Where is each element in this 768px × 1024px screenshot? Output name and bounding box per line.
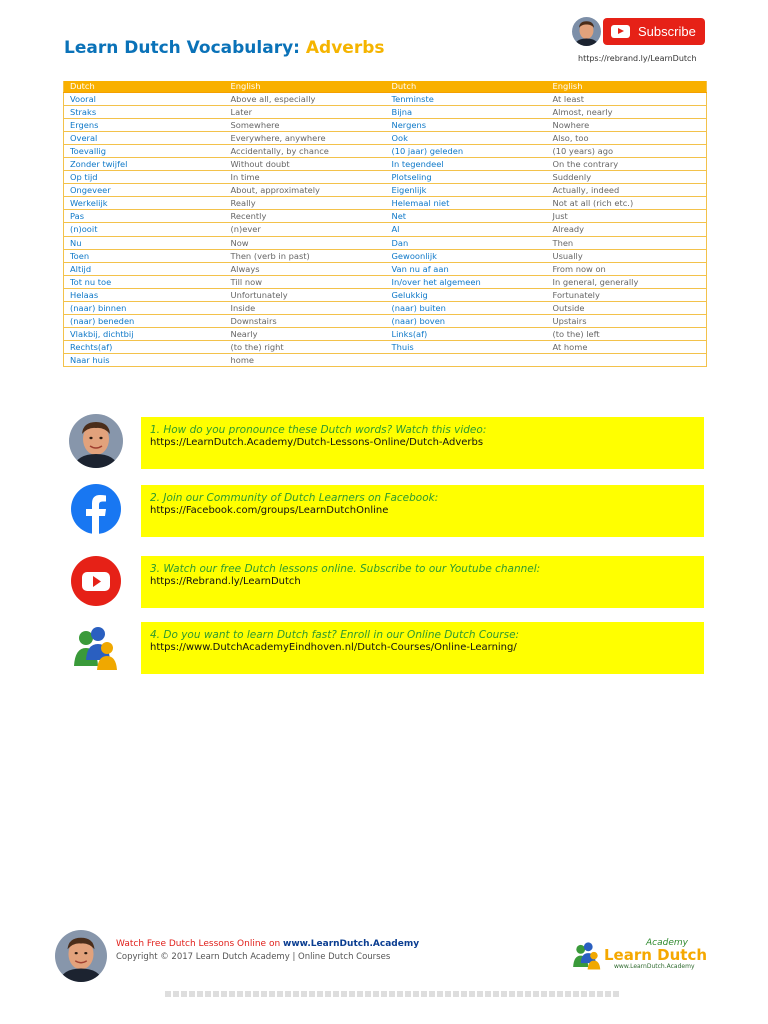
english-translation-cell: Almost, nearly bbox=[547, 105, 707, 118]
footer-copyright: Copyright © 2017 Learn Dutch Academy | Online Dutch Courses bbox=[116, 952, 391, 962]
english-translation-cell: About, approximately bbox=[225, 184, 386, 197]
page-title-main: Learn Dutch Vocabulary: bbox=[64, 38, 306, 58]
table-row bbox=[64, 262, 707, 275]
footer-site-link[interactable]: www.LearnDutch.Academy bbox=[283, 939, 420, 949]
dutch-word-cell: (10 jaar) geleden bbox=[386, 144, 547, 157]
english-translation-cell: Also, too bbox=[547, 131, 707, 144]
dutch-word-cell: Links(af) bbox=[386, 328, 547, 341]
dutch-word-cell: Werkelijk bbox=[64, 197, 225, 210]
english-translation-cell: Outside bbox=[547, 302, 707, 315]
table-row bbox=[64, 236, 707, 249]
dutch-word-cell: Tenminste bbox=[386, 92, 547, 105]
dutch-word-cell: Nergens bbox=[386, 118, 547, 131]
dutch-word-cell: Straks bbox=[64, 105, 225, 118]
promo-question: 4. Do you want to learn Dutch fast? Enroll in our Online Dutch Course: bbox=[150, 629, 520, 641]
dutch-word-cell: (naar) beneden bbox=[64, 315, 225, 328]
english-translation-cell: Accidentally, by chance bbox=[225, 144, 386, 157]
dutch-word-cell: Net bbox=[386, 210, 547, 223]
page-title bbox=[64, 38, 385, 58]
english-translation-cell: (to the) left bbox=[547, 328, 707, 341]
promo-link[interactable]: https://www.DutchAcademyEindhoven.nl/Dutch-Courses/Online-Learning/ bbox=[150, 642, 517, 653]
facebook-icon[interactable] bbox=[69, 482, 123, 536]
logo-people-icon bbox=[570, 938, 604, 972]
english-translation-cell: (n)ever bbox=[225, 223, 386, 236]
dutch-word-cell: Zonder twijfel bbox=[64, 157, 225, 170]
dutch-word-cell: Gelukkig bbox=[386, 288, 547, 301]
table-row bbox=[64, 249, 707, 262]
logo-name: Learn Dutch bbox=[604, 946, 708, 964]
dutch-word-cell: Helaas bbox=[64, 288, 225, 301]
english-translation-cell: Then bbox=[547, 236, 707, 249]
english-translation-cell: home bbox=[225, 354, 386, 367]
table-row bbox=[64, 223, 707, 236]
english-translation-cell: Usually bbox=[547, 249, 707, 262]
promo-link[interactable]: https://Rebrand.ly/LearnDutch bbox=[150, 576, 301, 587]
dutch-word-cell: Overal bbox=[64, 131, 225, 144]
english-translation-cell: Suddenly bbox=[547, 171, 707, 184]
english-translation-cell: Not at all (rich etc.) bbox=[547, 197, 707, 210]
dutch-word-cell: Van nu af aan bbox=[386, 262, 547, 275]
table-row bbox=[64, 131, 707, 144]
english-translation-cell: Upstairs bbox=[547, 315, 707, 328]
subscribe-url[interactable]: https://rebrand.ly/LearnDutch bbox=[578, 54, 697, 63]
english-translation-cell: Actually, indeed bbox=[547, 184, 707, 197]
dutch-word-cell: Toevallig bbox=[64, 144, 225, 157]
promo-box-course bbox=[141, 622, 704, 674]
table-header-cell: English bbox=[547, 81, 707, 92]
english-translation-cell: Everywhere, anywhere bbox=[225, 131, 386, 144]
table-row bbox=[64, 184, 707, 197]
english-translation-cell: Just bbox=[547, 210, 707, 223]
dutch-word-cell: Ongeveer bbox=[64, 184, 225, 197]
avatar-icon bbox=[69, 414, 123, 468]
dutch-word-cell: Ergens bbox=[64, 118, 225, 131]
logo-academy: Academy bbox=[646, 938, 688, 948]
english-translation-cell: Then (verb in past) bbox=[225, 249, 386, 262]
english-translation-cell: From now on bbox=[547, 262, 707, 275]
english-translation-cell: On the contrary bbox=[547, 157, 707, 170]
avatar-icon bbox=[572, 17, 601, 46]
english-translation-cell: Nearly bbox=[225, 328, 386, 341]
dutch-word-cell: Pas bbox=[64, 210, 225, 223]
english-translation-cell: (10 years) ago bbox=[547, 144, 707, 157]
table-header-cell: English bbox=[225, 81, 386, 92]
dutch-word-cell: Helemaal niet bbox=[386, 197, 547, 210]
english-translation-cell: Till now bbox=[225, 275, 386, 288]
dutch-word-cell: Plotseling bbox=[386, 171, 547, 184]
english-translation-cell: Always bbox=[225, 262, 386, 275]
table-row bbox=[64, 315, 707, 328]
english-translation-cell: Without doubt bbox=[225, 157, 386, 170]
promo-link[interactable]: https://LearnDutch.Academy/Dutch-Lessons-Online/Dutch-Adverbs bbox=[150, 437, 484, 448]
dutch-word-cell: Ook bbox=[386, 131, 547, 144]
avatar-icon bbox=[55, 930, 107, 982]
table-row bbox=[64, 210, 707, 223]
promo-box-video bbox=[141, 417, 704, 469]
logo-site: www.LearnDutch.Academy bbox=[614, 963, 695, 970]
youtube-play-icon bbox=[611, 25, 630, 38]
table-row bbox=[64, 157, 707, 170]
table-row bbox=[64, 92, 707, 105]
table-row bbox=[64, 144, 707, 157]
english-translation-cell: Already bbox=[547, 223, 707, 236]
dutch-word-cell: Thuis bbox=[386, 341, 547, 354]
dutch-word-cell: (naar) binnen bbox=[64, 302, 225, 315]
table-row bbox=[64, 354, 707, 367]
footer-fine-print bbox=[165, 991, 620, 997]
english-translation-cell: In general, generally bbox=[547, 275, 707, 288]
english-translation-cell bbox=[547, 354, 707, 367]
english-translation-cell: Really bbox=[225, 197, 386, 210]
dutch-word-cell: Al bbox=[386, 223, 547, 236]
youtube-icon[interactable] bbox=[69, 554, 123, 608]
dutch-word-cell: Toen bbox=[64, 249, 225, 262]
subscribe-button[interactable] bbox=[603, 18, 705, 45]
table-body bbox=[64, 92, 707, 367]
dutch-word-cell: (naar) boven bbox=[386, 315, 547, 328]
english-translation-cell: Above all, especially bbox=[225, 92, 386, 105]
dutch-word-cell: Op tijd bbox=[64, 171, 225, 184]
english-translation-cell: Nowhere bbox=[547, 118, 707, 131]
table-row bbox=[64, 275, 707, 288]
table-row bbox=[64, 288, 707, 301]
vocabulary-table bbox=[63, 81, 707, 367]
dutch-word-cell: Gewoonlijk bbox=[386, 249, 547, 262]
dutch-word-cell: (naar) buiten bbox=[386, 302, 547, 315]
promo-question: 1. How do you pronounce these Dutch words? Watch this video: bbox=[150, 424, 487, 436]
english-translation-cell: Now bbox=[225, 236, 386, 249]
dutch-word-cell: (n)ooit bbox=[64, 223, 225, 236]
table-row bbox=[64, 171, 707, 184]
dutch-word-cell: Bijna bbox=[386, 105, 547, 118]
people-icon bbox=[69, 620, 123, 674]
promo-question: 3. Watch our free Dutch lessons online. Subscribe to our Youtube channel: bbox=[150, 563, 541, 575]
dutch-word-cell: Eigenlijk bbox=[386, 184, 547, 197]
footer-watch-text: Watch Free Dutch Lessons Online on bbox=[116, 939, 284, 949]
english-translation-cell: Later bbox=[225, 105, 386, 118]
promo-question: 2. Join our Community of Dutch Learners on Facebook: bbox=[150, 492, 439, 504]
table-row bbox=[64, 328, 707, 341]
table-row bbox=[64, 302, 707, 315]
dutch-word-cell: In/over het algemeen bbox=[386, 275, 547, 288]
dutch-word-cell: Altijd bbox=[64, 262, 225, 275]
dutch-word-cell bbox=[386, 354, 547, 367]
table-header-cell: Dutch bbox=[64, 81, 225, 92]
english-translation-cell: Recently bbox=[225, 210, 386, 223]
english-translation-cell: At least bbox=[547, 92, 707, 105]
footer-watch-line bbox=[116, 939, 419, 949]
table-row bbox=[64, 341, 707, 354]
learn-dutch-logo bbox=[570, 938, 708, 972]
subscribe-label: Subscribe bbox=[638, 24, 696, 39]
english-translation-cell: Somewhere bbox=[225, 118, 386, 131]
table-header-cell: Dutch bbox=[386, 81, 547, 92]
table-row bbox=[64, 118, 707, 131]
page-title-accent: Adverbs bbox=[305, 38, 385, 58]
table-row bbox=[64, 197, 707, 210]
dutch-word-cell: Tot nu toe bbox=[64, 275, 225, 288]
promo-box-youtube bbox=[141, 556, 704, 608]
dutch-word-cell: Vooral bbox=[64, 92, 225, 105]
dutch-word-cell: Dan bbox=[386, 236, 547, 249]
english-translation-cell: (to the) right bbox=[225, 341, 386, 354]
english-translation-cell: In time bbox=[225, 171, 386, 184]
table-row bbox=[64, 105, 707, 118]
promo-link[interactable]: https://Facebook.com/groups/LearnDutchOnline bbox=[150, 505, 389, 516]
english-translation-cell: Fortunately bbox=[547, 288, 707, 301]
dutch-word-cell: Rechts(af) bbox=[64, 341, 225, 354]
table-header-row bbox=[64, 81, 707, 92]
dutch-word-cell: Naar huis bbox=[64, 354, 225, 367]
dutch-word-cell: Nu bbox=[64, 236, 225, 249]
dutch-word-cell: In tegendeel bbox=[386, 157, 547, 170]
promo-box-facebook bbox=[141, 485, 704, 537]
dutch-word-cell: Vlakbij, dichtbij bbox=[64, 328, 225, 341]
english-translation-cell: At home bbox=[547, 341, 707, 354]
english-translation-cell: Unfortunately bbox=[225, 288, 386, 301]
english-translation-cell: Downstairs bbox=[225, 315, 386, 328]
english-translation-cell: Inside bbox=[225, 302, 386, 315]
